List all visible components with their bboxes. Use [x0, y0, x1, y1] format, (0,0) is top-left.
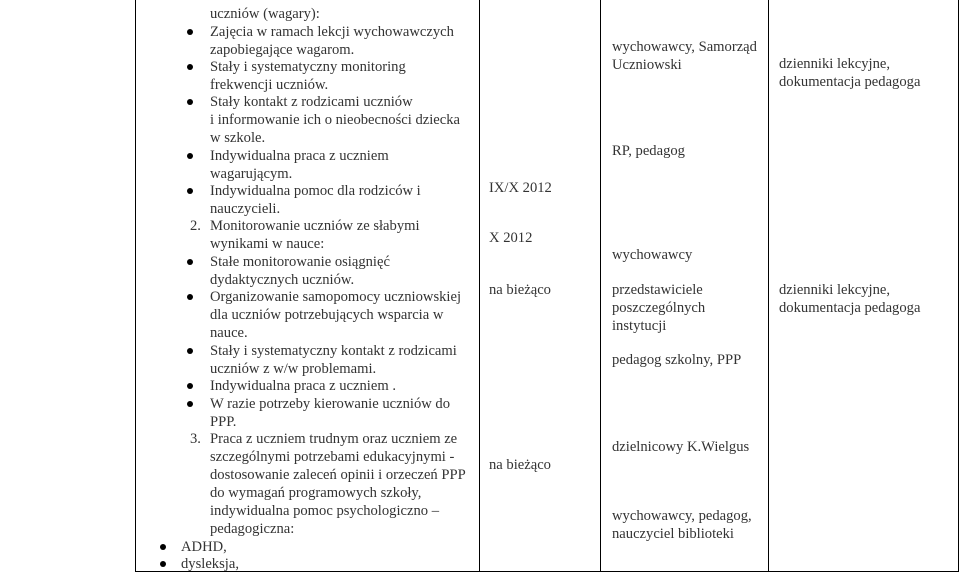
numbered-item-line: wynikami w nauce: [210, 236, 325, 252]
responsible-cell-line: pedagog szkolny, PPP [612, 352, 742, 368]
list-item-line: Indywidualna praca z uczniem [210, 148, 389, 164]
list-item-line: uczniów z w/w problemami. [210, 361, 377, 377]
list-item-line: Stały kontakt z rodzicami uczniów [210, 94, 413, 110]
list-item-line: W razie potrzeby kierowanie uczniów do [210, 396, 451, 412]
term-cell: na bieżąco [489, 282, 551, 298]
responsible-cell-line: przedstawiciele [612, 282, 703, 298]
bullet-icon [187, 294, 193, 300]
list-item-line: frekwencji uczniów. [210, 77, 329, 93]
list-item-line: zapobiegające wagarom. [210, 42, 355, 58]
list-item-line: wagarującym. [210, 166, 293, 182]
numbered-item-line: do wymagań programowych szkoły, [210, 485, 422, 501]
responsible-cell-line: wychowawcy [612, 247, 693, 263]
responsible-cell-line: nauczyciel biblioteki [612, 526, 734, 542]
numbered-item-line: pedagogiczna: [210, 521, 295, 537]
list-item-line: Stały i systematyczny monitoring [210, 59, 406, 75]
item-number: 2. [190, 218, 201, 234]
list-item-line: Indywidualna praca z uczniem . [210, 378, 396, 394]
table-border-left [135, 0, 136, 572]
list-item-line: ADHD, [181, 539, 227, 555]
list-item-line: dla uczniów potrzebujących wsparcia w [210, 307, 444, 323]
numbered-item-line: Praca z uczniem trudnym oraz uczniem ze [210, 431, 458, 447]
column-divider-3 [768, 0, 769, 572]
activities-header-line: uczniów (wagary): [210, 6, 320, 22]
bullet-icon [160, 561, 166, 567]
responsible-cell-line: RP, pedagog [612, 143, 685, 159]
bullet-icon [187, 188, 193, 194]
term-cell: IX/X 2012 [489, 180, 552, 196]
numbered-item-line: Monitorowanie uczniów ze słabymi [210, 218, 420, 234]
list-item-line: i informowanie ich o nieobecności dziecka [210, 112, 461, 128]
list-item-line: Organizowanie samopomocy uczniowskiej [210, 289, 462, 305]
list-item-line: Indywidualna pomoc dla rodziców i [210, 183, 421, 199]
numbered-item-line: indywidualna pomoc psychologiczno – [210, 503, 439, 519]
term-cell: na bieżąco [489, 457, 551, 473]
bullet-icon [187, 401, 193, 407]
bullet-icon [187, 259, 193, 265]
responsible-cell-line: dzielnicowy K.Wielgus [612, 439, 750, 455]
list-item-line: nauce. [210, 325, 248, 341]
term-cell: X 2012 [489, 230, 533, 246]
list-item-line: Stałe monitorowanie osiągnięć [210, 254, 390, 270]
responsible-cell-line: wychowawcy, pedagog, [612, 508, 752, 524]
table-border-right [958, 0, 959, 572]
responsible-cell-line: poszczególnych [612, 300, 706, 316]
list-item-line: Stały i systematyczny kontakt z rodzicami [210, 343, 457, 359]
list-item-line: Zajęcia w ramach lekcji wychowawczych [210, 24, 454, 40]
bullet-icon [187, 383, 193, 389]
bullet-icon [187, 348, 193, 354]
documentation-cell-line: dokumentacja pedagoga [779, 300, 921, 316]
bullet-icon [187, 64, 193, 70]
documentation-cell-line: dzienniki lekcyjne, [779, 56, 891, 72]
list-item-line: dysleksja, [181, 556, 239, 572]
item-number: 3. [190, 431, 201, 447]
responsible-cell-line: wychowawcy, Samorząd [612, 39, 757, 55]
column-divider-2 [600, 0, 601, 572]
column-divider-1 [479, 0, 480, 572]
bullet-icon [187, 153, 193, 159]
bullet-icon [187, 99, 193, 105]
documentation-cell-line: dokumentacja pedagoga [779, 74, 921, 90]
list-item-line: w szkole. [210, 130, 266, 146]
bullet-icon [187, 29, 193, 35]
list-item-line: PPP. [210, 414, 237, 430]
responsible-cell-line: instytucji [612, 318, 667, 334]
list-item-line: dydaktycznych uczniów. [210, 272, 355, 288]
bullet-icon [160, 544, 166, 550]
numbered-item-line: dostosowanie zaleceń opinii i orzeczeń PPP [210, 467, 466, 483]
responsible-cell-line: Uczniowski [612, 57, 682, 73]
documentation-cell-line: dzienniki lekcyjne, [779, 282, 891, 298]
list-item-line: nauczycieli. [210, 201, 281, 217]
numbered-item-line: szczególnymi potrzebami edukacyjnymi - [210, 449, 455, 465]
